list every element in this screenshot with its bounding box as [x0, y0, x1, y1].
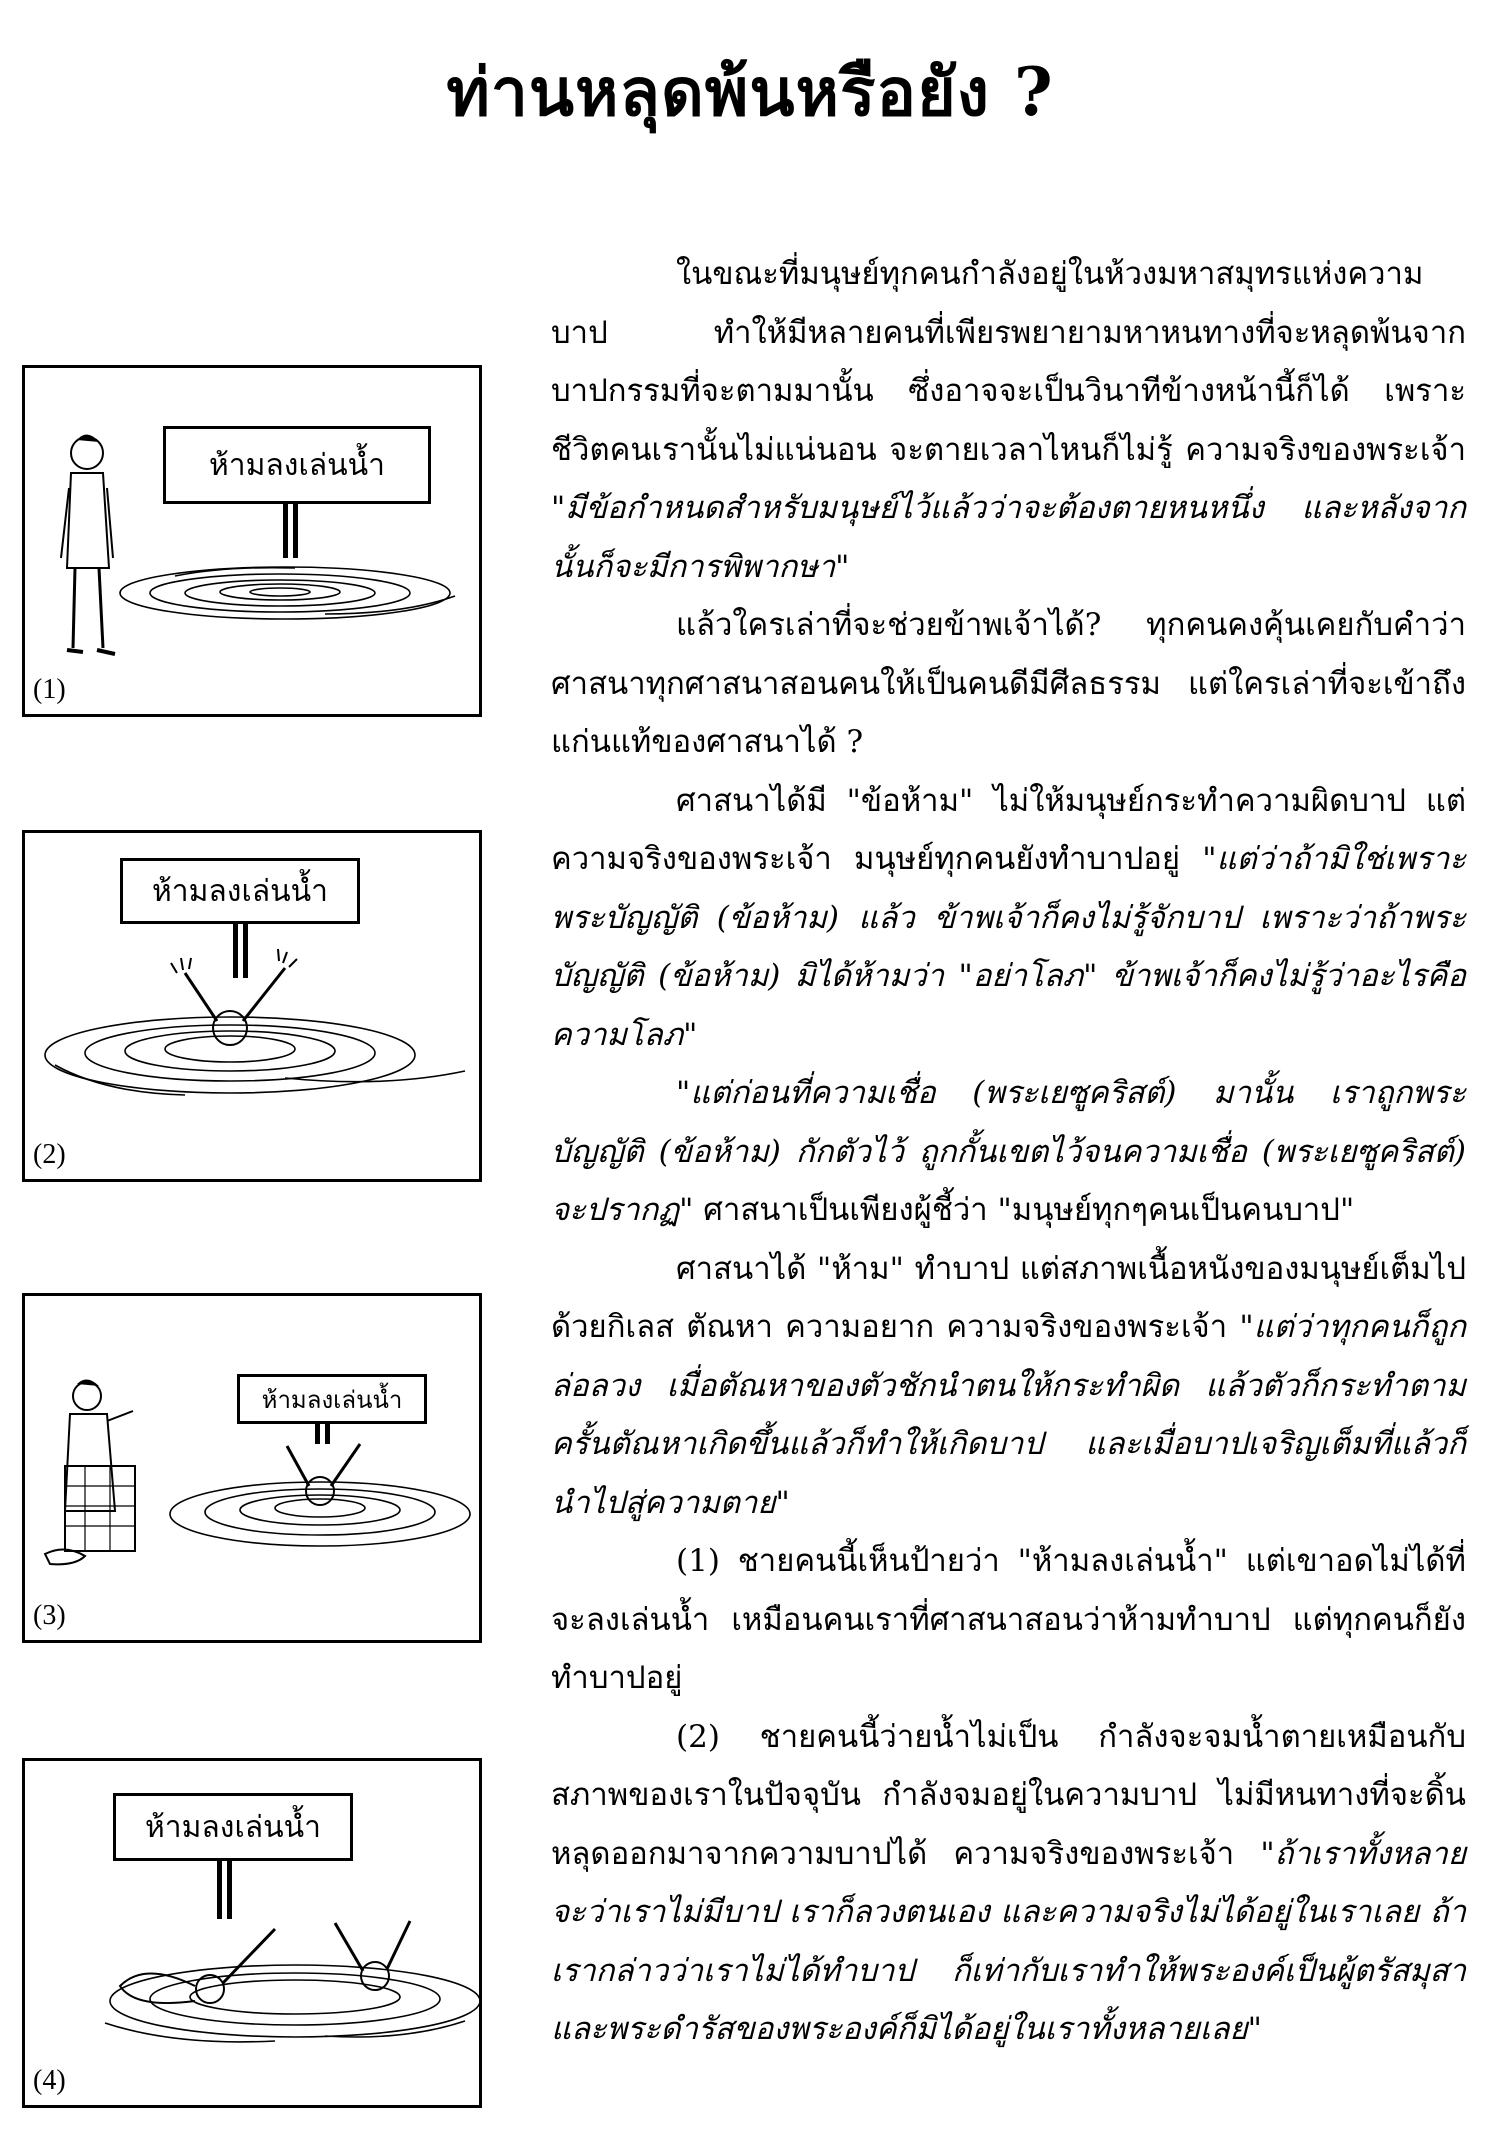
paragraph-1	[551, 245, 1466, 596]
paragraph-text: ศาสนาได้มี "ข้อห้าม" ไม่ให้มนุษย์กระทำความผิดบาป แต่ความจริงของพระเจ้า มนุษย์ทุกคนยังทำบาปอยู่	[551, 782, 1466, 877]
article-body	[551, 245, 1466, 2059]
paragraph-text: (1) ชายคนนี้เห็นป้ายว่า "ห้ามลงเล่นน้ำ" แต่เขาอดไม่ได้ที่จะลงเล่นน้ำ เหมือนคนเราที่ศาสนาสอนว่าห้ามทำบาป แต่ทุกคนก็ยังทำบาปอยู่	[551, 1543, 1466, 1696]
paragraph-6	[551, 1532, 1466, 1708]
illustration-panel-2	[22, 830, 482, 1182]
panel-number: (3)	[33, 1600, 66, 1631]
paragraph-4	[551, 1064, 1466, 1240]
scripture-quote: "แต่ก่อนที่ความเชื่อ (พระเยซูคริสต์) มานั้น เราถูกพระบัญญัติ (ข้อห้าม) กักตัวไว้ ถูกกั้นเขตไว้จนความเชื่อ (พระเยซูคริสต์) จะปรากฏ"	[551, 1075, 1466, 1228]
paragraph-text: แล้วใครเล่าที่จะช่วยข้าพเจ้าได้? ทุกคนคงคุ้นเคยกับคำว่าศาสนาทุกศาสนาสอนคนให้เป็นคนดีมีศีลธรรม แต่ใครเล่าที่จะเข้าถึงแก่นแท้ของศาสนาได้ ?	[551, 607, 1466, 760]
paragraph-7	[551, 1708, 1466, 2059]
paragraph-text: (2) ชายคนนี้ว่ายน้ำไม่เป็น กำลังจะจมน้ำตายเหมือนกับสภาพของเราในปัจจุบัน กำลังจมอยู่ในความบาป ไม่มีหนทางที่จะดิ้นหลุดออกมาจากความบาปได้ ความจริงของพระเจ้า	[551, 1718, 1466, 1872]
paragraph-text: ในขณะที่มนุษย์ทุกคนกำลังอยู่ในห้วงมหาสมุทรแห่งความบาป ทำให้มีหลายคนที่เพียรพยายามหาหนทางที่จะหลุดพ้นจากบาปกรรมที่จะตามมานั้น ซึ่งอาจจะเป็นวินาทีข้างหน้านี้ก็ได้ เพราะชีวิตคนเรานั้นไม่แน่นอน จะตายเวลาไหนก็ไม่รู้ ความจริงของพระเจ้า	[551, 256, 1466, 468]
paragraph-3	[551, 772, 1466, 1065]
man-at-well-and-drowning-man-illustration	[25, 1296, 479, 1640]
illustration-panel-3	[22, 1293, 482, 1643]
illustration-panel-1	[22, 365, 482, 717]
warning-sign: ห้ามลงเล่นน้ำ	[113, 1793, 353, 1861]
man-standing-by-water-illustration	[25, 368, 479, 714]
scripture-quote: "มีข้อกำหนดสำหรับมนุษย์ไว้แล้วว่าจะต้องตายหนหนึ่ง และหลังจากนั้นก็จะมีการพิพากษา"	[551, 490, 1466, 585]
scripture-quote: "แต่ว่าทุกคนก็ถูกล่อลวง เมื่อตัณหาของตัวชักนำตนให้กระทำผิด แล้วตัวก็กระทำตาม ครั้นตัณหาเกิดขึ้นแล้วก็ทำให้เกิดบาป และเมื่อบาปเจริญเต็มที่แล้วก็นำไปสู่ความตาย"	[551, 1309, 1466, 1521]
warning-sign: ห้ามลงเล่นน้ำ	[163, 426, 431, 504]
paragraph-text: ศาสนาได้ "ห้าม" ทำบาป แต่สภาพเนื้อหนังของมนุษย์เต็มไปด้วยกิเลส ตัณหา ความอยาก ความจริงของพระเจ้า	[551, 1250, 1466, 1345]
warning-sign: ห้ามลงเล่นน้ำ	[237, 1374, 427, 1424]
paragraph-2	[551, 596, 1466, 772]
page-title: ท่านหลุดพ้นหรือยัง ?	[446, 53, 1054, 131]
paragraph-text: ศาสนาเป็นเพียงผู้ชี้ว่า "มนุษย์ทุกๆคนเป็นคนบาป"	[693, 1192, 1355, 1228]
panel-number: (1)	[33, 674, 66, 705]
warning-sign: ห้ามลงเล่นน้ำ	[120, 858, 360, 924]
paragraph-5	[551, 1240, 1466, 1533]
panel-number: (4)	[33, 2065, 66, 2096]
scripture-quote: "แต่ว่าถ้ามิใช่เพราะพระบัญญัติ (ข้อห้าม) แล้ว ข้าพเจ้าก็คงไม่รู้จักบาป เพราะว่าถ้าพระบัญญัติ (ข้อห้าม) มิได้ห้ามว่า "อย่าโลภ" ข้าพเจ้าก็คงไม่รู้ว่าอะไรคือความโลภ"	[551, 841, 1466, 1053]
panel-number: (2)	[33, 1139, 66, 1170]
scripture-quote: "ถ้าเราทั้งหลายจะว่าเราไม่มีบาป เราก็ลวงตนเอง และความจริงไม่ได้อยู่ในเราเลย ถ้าเรากล่าวว่าเราไม่ได้ทำบาป ก็เท่ากับเราทำให้พระองค์เป็นผู้ตรัสมุสาและพระดำรัสของพระองค์ก็มิได้อยู่ในเราทั้งหลายเลย"	[551, 1835, 1466, 2047]
illustration-panel-4	[22, 1758, 482, 2108]
